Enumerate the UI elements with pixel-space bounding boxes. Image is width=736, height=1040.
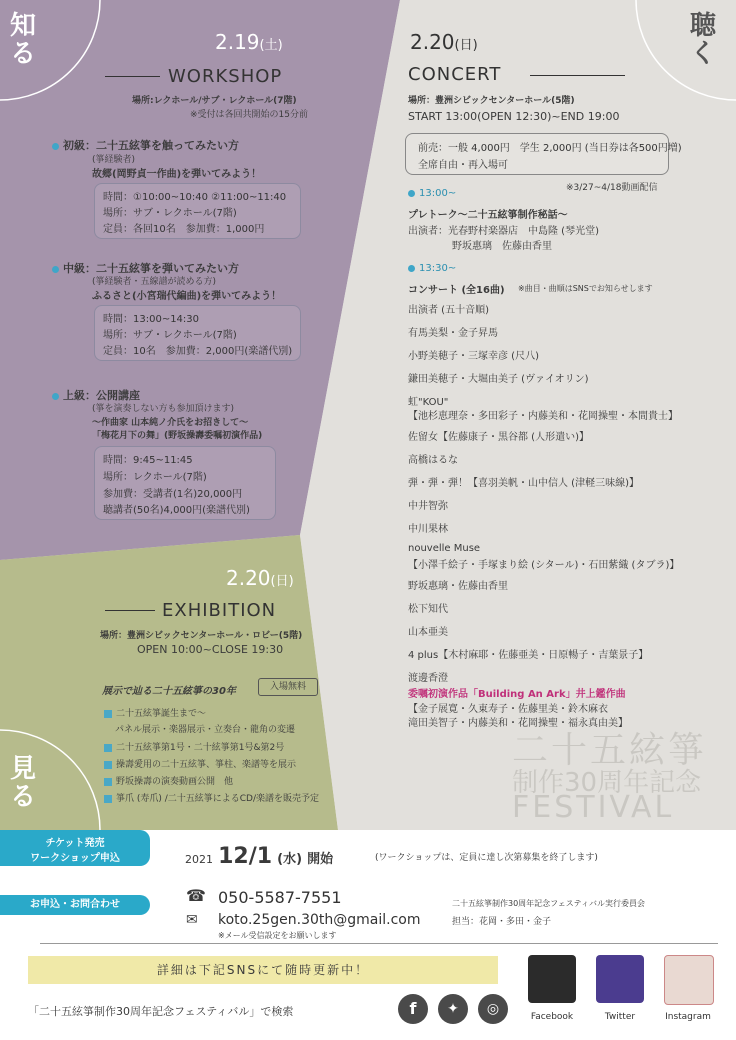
workshop-detail-line: 場所：サブ・レクホール(7階) xyxy=(103,208,237,219)
corner-label-see: 見る xyxy=(10,754,37,812)
performer-item: 【池杉恵理奈・多田彩子・内藤美和・花岡操聖・本間貴士】 xyxy=(408,411,678,422)
workshop-detail-box xyxy=(94,446,276,520)
search-text: 「二十五絃箏制作30周年記念フェスティバル」で検索 xyxy=(28,1005,294,1018)
performer-item: 渡邊香澄 xyxy=(408,673,448,684)
workshop-detail-box xyxy=(94,305,301,361)
concert-date: 2.20(日) xyxy=(410,30,478,54)
qr-label-instagram: Instagram xyxy=(665,1012,711,1022)
concert-title: CONCERT xyxy=(408,64,502,85)
performer-item: nouvelle Muse xyxy=(408,543,481,554)
performer-item: 鎌田美穂子・大堀由美子 (ヴァイオリン) xyxy=(408,374,589,385)
email-address[interactable]: koto.25gen.30th@gmail.com xyxy=(218,912,421,928)
workshop-level-piece: ～作曲家 山本純ノ介氏をお招きして～ xyxy=(92,418,249,428)
performer-item: 中井智弥 xyxy=(408,501,448,512)
exhibit-item: 操壽愛用の二十五絃箏、箏柱、楽譜等を展示 xyxy=(104,757,296,770)
performer-item: 弾・弾・弾！【喜羽美帆・山中信人 (津軽三味線)】 xyxy=(408,478,639,489)
workshop-level-piece: ふるさと(小宮瑞代編曲)を弾いてみよう！ xyxy=(92,291,282,302)
concert-price: 前売：一般 4,000円 学生 2,000円 (当日券は各500円増) xyxy=(418,143,682,154)
bullet-icon xyxy=(52,143,59,150)
workshop-detail-line: 場所：レクホール(7階) xyxy=(103,472,207,483)
commission-title: 委嘱初演作品「Building An Ark」井上鑑作曲 xyxy=(408,689,626,700)
qr-label-facebook: Facebook xyxy=(530,1012,574,1022)
workshop-detail-line: 時間：①10:00~10:40 ②11:00~11:40 xyxy=(103,192,287,203)
bullet-icon xyxy=(408,190,415,197)
concert-section-note: ※曲目・曲順はSNSでお知らせします xyxy=(518,284,653,293)
square-bullet-icon xyxy=(104,795,112,803)
performer-item: 松下知代 xyxy=(408,604,448,615)
divider xyxy=(105,76,160,77)
festival-title-3: FESTIVAL xyxy=(512,790,675,825)
workshop-date: 2.19(土) xyxy=(215,30,283,54)
square-bullet-icon xyxy=(104,761,112,769)
exhibition-subtitle: 展示で辿る二十五絃箏の30年 xyxy=(102,686,236,697)
commission-performers: 【金子展寛・久東寿子・佐藤里美・鈴木麻衣 xyxy=(408,704,608,715)
performer-item: 4 plus【木村麻耶・佐藤亜美・日原暢子・吉葉景子】 xyxy=(408,650,649,661)
divider xyxy=(105,610,155,611)
concert-seat: 全席自由・再入場可 xyxy=(418,160,508,171)
performer-item: 山本亜美 xyxy=(408,627,448,638)
instagram-icon[interactable]: ◎ xyxy=(478,994,508,1024)
concert-section-title: コンサート (全16曲) xyxy=(408,285,505,296)
exhibition-venue: 場所：豊洲シビックセンターホール・ロビー(5階) xyxy=(100,631,303,641)
performer-item: 野坂惠璃・佐藤由香里 xyxy=(408,581,508,592)
concert-section-time: 13:30~ xyxy=(408,263,456,274)
phone-number[interactable]: 050-5587-7551 xyxy=(218,888,342,907)
workshop-level-heading: 中級：二十五絃箏を弾いてみたい方 xyxy=(52,260,239,276)
workshop-detail-box xyxy=(94,183,301,239)
exhibition-time: OPEN 10:00~CLOSE 19:30 xyxy=(137,643,284,656)
workshop-detail-line: 参加費：受講者(1名)20,000円 xyxy=(103,489,243,500)
pretalk-performers: 野坂惠璃 佐藤由香里 xyxy=(452,241,552,252)
phone-icon: ☎ xyxy=(186,886,206,905)
square-bullet-icon xyxy=(104,778,112,786)
workshop-level-sub: (箏経験者・五線譜が読める方) xyxy=(92,277,217,287)
performer-item: 有馬美梨・金子昇馬 xyxy=(408,328,498,339)
ticket-date: 2021 12/1 (水) 開始 xyxy=(185,844,334,869)
exhibit-item: 二十五絃箏誕生まで～ xyxy=(104,706,206,719)
workshop-level-sub: (箏を演奏しない方も参加頂けます) xyxy=(92,404,235,414)
festival-title-2: 制作30周年記念 xyxy=(512,768,702,798)
workshop-detail-line: 聴講者(50名)4,000円(楽譜代別) xyxy=(103,505,250,516)
exhibit-item: 二十五絃箏第1号・二十絃箏第1号&第2号 xyxy=(104,740,284,753)
performer-item: 出演者 (五十音順) xyxy=(408,305,489,316)
mail-icon: ✉ xyxy=(186,912,198,928)
facebook-qr-code[interactable] xyxy=(528,955,576,1003)
festival-title-1: 二十五絃箏 xyxy=(512,730,708,771)
square-bullet-icon xyxy=(104,744,112,752)
performer-item: 小野美穂子・三塚幸彦 (尺八) xyxy=(408,351,539,362)
bullet-icon xyxy=(408,265,415,272)
exhibition-title: EXHIBITION xyxy=(162,600,277,621)
sns-banner: 詳細は下記SNSにて随時更新中！ xyxy=(28,956,498,984)
workshop-level-heading: 初級：二十五絃箏を触ってみたい方 xyxy=(52,137,239,153)
bullet-icon xyxy=(52,266,59,273)
pretalk-time: 13:00~ xyxy=(408,188,456,199)
pretalk-performers: 出演者：光春野村楽器店 中島隆 (琴光堂) xyxy=(408,226,599,237)
email-note: ※メール受信設定をお願いします xyxy=(218,931,337,940)
workshop-level-sub: (箏経験者) xyxy=(92,155,136,165)
bullet-icon xyxy=(52,393,59,400)
qr-label-twitter: Twitter xyxy=(604,1012,636,1022)
corner-label-listen: 聴く xyxy=(690,11,717,69)
facebook-icon[interactable]: f xyxy=(398,994,428,1024)
workshop-level-piece: 「梅花月下の舞」(野坂操壽委嘱初演作品) xyxy=(92,431,263,441)
exhibit-item: 箏爪 (寿爪) /二十五絃箏によるCD/楽譜を販売予定 xyxy=(104,791,319,804)
performer-item: 中川果林 xyxy=(408,524,448,535)
instagram-qr-code[interactable] xyxy=(664,955,714,1005)
free-entry-badge: 入場無料 xyxy=(258,678,318,696)
concert-venue: 場所：豊洲シビックセンターホール(5階) xyxy=(408,96,575,106)
workshop-detail-line: 場所：サブ・レクホール(7階) xyxy=(103,330,237,341)
workshop-venue: 場所:レクホール/サブ・レクホール(7階) xyxy=(132,96,297,106)
commission-performers: 滝田美智子・内藤美和・花岡操聖・福永真由美】 xyxy=(408,718,628,729)
performer-item: 高橋はるな xyxy=(408,455,458,466)
workshop-title: WORKSHOP xyxy=(168,66,283,87)
concert-time: START 13:00(OPEN 12:30)~END 19:00 xyxy=(408,110,620,123)
workshop-detail-line: 時間：9:45~11:45 xyxy=(103,455,193,466)
committee-name: 二十五絃箏制作30周年記念フェスティバル実行委員会 xyxy=(452,899,645,908)
square-bullet-icon xyxy=(104,710,112,718)
exhibit-item: パネル展示・楽器展示・立奏台・龍角の変遷 xyxy=(115,725,296,735)
performer-item: 佐留女【佐藤康子・黒谷都 (人形遣い)】 xyxy=(408,432,589,443)
workshop-level-heading: 上級：公開講座 xyxy=(52,387,140,403)
ticket-label: チケット発売 ワークショップ申込 xyxy=(0,830,150,866)
workshop-detail-line: 定員：10名 参加費：2,000円(楽譜代別) xyxy=(103,346,293,357)
workshop-detail-line: 定員：各回10名 参加費：1,000円 xyxy=(103,224,265,235)
workshop-note: ※受付は各回共開始の15分前 xyxy=(190,110,308,120)
committee-staff: 担当：花岡・多田・金子 xyxy=(452,917,552,927)
workshop-detail-line: 時間：13:00~14:30 xyxy=(103,314,200,325)
ticket-note: (ワークショップは、定員に達し次第募集を終了します) xyxy=(375,853,598,863)
divider xyxy=(530,75,625,76)
concert-stream-note: ※3/27~4/18動画配信 xyxy=(566,183,658,193)
performer-item: 【小澤千絵子・手塚まり絵 (シタール)・石田紫織 (タブラ)】 xyxy=(408,560,680,571)
pretalk-title: プレトーク～二十五絃箏制作秘話～ xyxy=(408,210,568,221)
corner-label-know: 知る xyxy=(10,11,37,69)
exhibition-date: 2.20(日) xyxy=(226,566,294,590)
workshop-level-piece: 故郷(岡野貞一作曲)を弾いてみよう！ xyxy=(92,169,262,180)
twitter-icon[interactable]: ✦ xyxy=(438,994,468,1024)
performer-item: 虹"KOU" xyxy=(408,397,449,408)
concert-price-box xyxy=(405,133,682,175)
divider xyxy=(40,943,718,944)
contact-label: お申込・お問合わせ xyxy=(0,895,150,915)
exhibit-item: 野坂操壽の演奏動画公開 他 xyxy=(104,774,233,787)
twitter-qr-code[interactable] xyxy=(596,955,644,1003)
